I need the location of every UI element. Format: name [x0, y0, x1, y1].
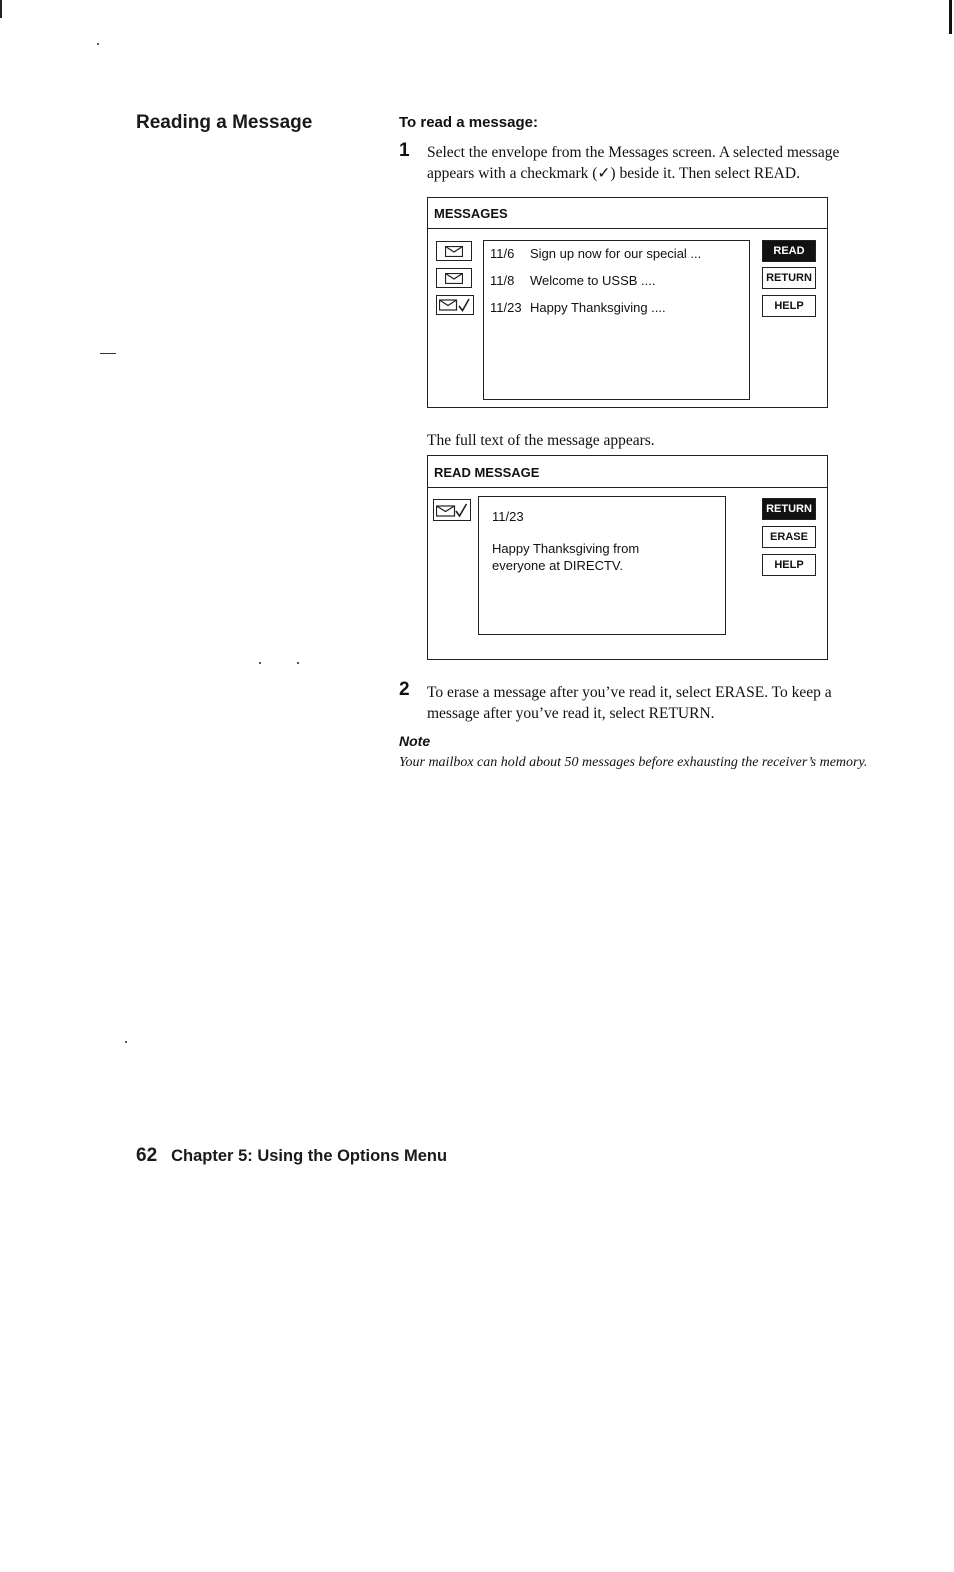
scan-edge-mark [949, 0, 952, 34]
between-text: The full text of the message appears. [427, 432, 655, 449]
envelope-checked-icon [433, 499, 471, 521]
scan-edge-mark-left [0, 0, 2, 18]
message-body-line-1: Happy Thanksgiving from [492, 541, 640, 556]
message-date: 11/23 [490, 300, 522, 315]
step-2-text: To erase a message after you’ve read it, select ERASE. To keep a message after you’ve read it, select RETURN. [427, 684, 832, 722]
return-button[interactable]: RETURN [762, 498, 816, 520]
step-1-text: Select the envelope from the Messages screen. A selected message appears with a checkmark (✓) beside it. Then select READ. [427, 144, 840, 182]
list-item[interactable] [490, 246, 701, 261]
note-heading: Note [399, 733, 431, 749]
title-divider [428, 228, 827, 229]
speck [297, 662, 299, 664]
list-item[interactable] [490, 300, 666, 315]
messages-screen [427, 197, 828, 408]
help-button[interactable]: HELP [762, 295, 816, 317]
list-item[interactable] [490, 273, 655, 288]
read-message-screen [427, 455, 828, 660]
help-button[interactable]: HELP [762, 554, 816, 576]
message-list [483, 240, 750, 400]
envelope-checked-icon[interactable] [436, 295, 474, 315]
message-subject: Welcome to USSB .... [530, 273, 656, 288]
read-button[interactable]: READ [762, 240, 816, 262]
speck [97, 43, 99, 45]
title-divider [428, 487, 827, 488]
step-2-number: 2 [399, 679, 410, 700]
message-date: 11/8 [490, 273, 515, 288]
envelope-icon[interactable] [436, 241, 472, 261]
message-body-line-2: everyone at DIRECTV. [492, 558, 624, 573]
page-footer [136, 1145, 447, 1167]
note-body: Your mailbox can hold about 50 messages before exhausting the receiver’s memory. [399, 755, 868, 770]
return-button[interactable]: RETURN [762, 267, 816, 289]
section-title: Reading a Message [136, 112, 313, 133]
stray-dash [100, 353, 116, 354]
envelope-icon[interactable] [436, 268, 472, 288]
message-subject: Sign up now for our special ... [530, 246, 702, 261]
read-screen-title: READ MESSAGE [434, 465, 540, 480]
speck [125, 1041, 127, 1043]
chapter-title: Chapter 5: Using the Options Menu [171, 1147, 448, 1165]
message-body-panel [478, 496, 726, 635]
page-number: 62 [136, 1145, 158, 1166]
speck [259, 662, 261, 664]
step-1-number: 1 [399, 140, 410, 161]
erase-button[interactable]: ERASE [762, 526, 816, 548]
subhead: To read a message: [399, 114, 538, 131]
message-date: 11/6 [490, 246, 515, 261]
messages-screen-title: MESSAGES [434, 206, 508, 221]
message-subject: Happy Thanksgiving .... [530, 300, 666, 315]
message-date: 11/23 [492, 509, 524, 524]
